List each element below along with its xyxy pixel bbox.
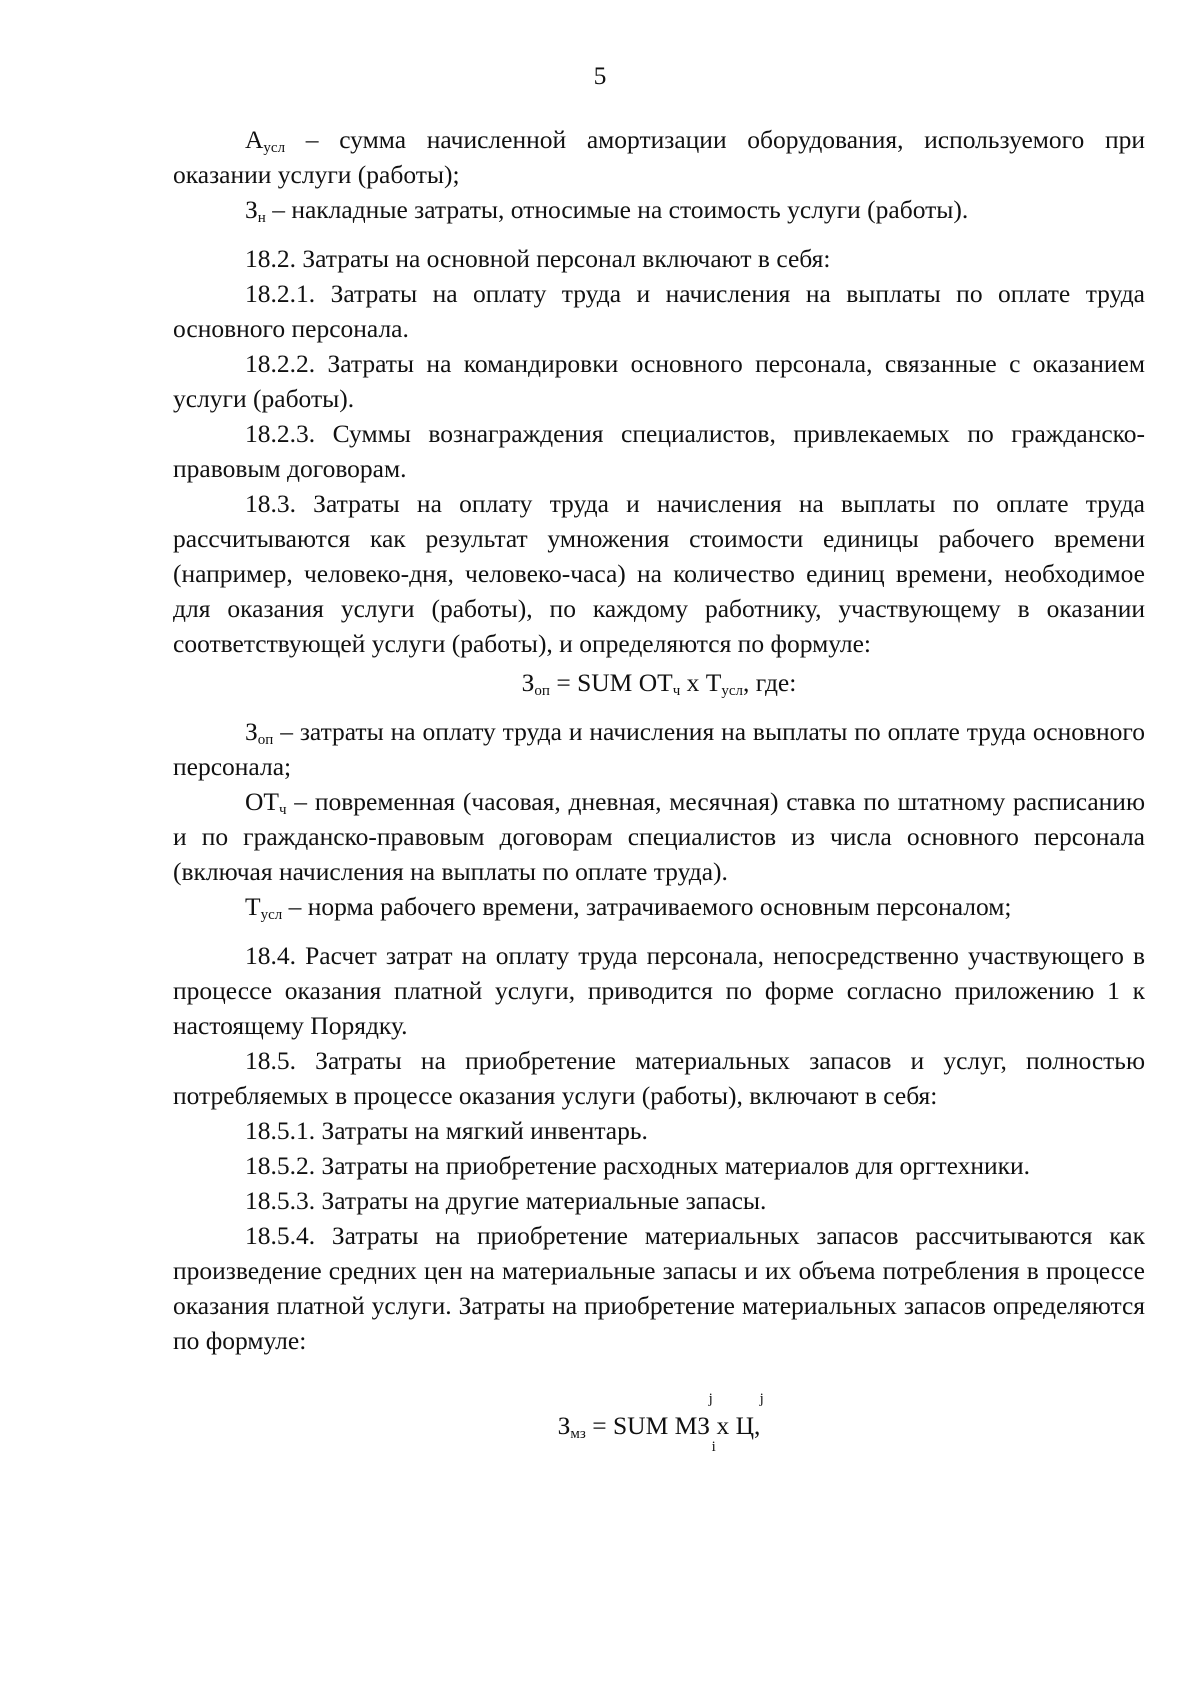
paragraph-18-5-3: 18.5.3. Затраты на другие материальные запасы. (245, 1186, 767, 1215)
formula-index-i: i (711, 1439, 716, 1455)
document-body (173, 122, 1145, 1456)
paragraph-18-2-1: 18.2.1. Затраты на оплату труда и начисления на выплаты по оплате труда основного персонала. (173, 279, 1145, 343)
paragraph-18-4: 18.4. Расчет затрат на оплату труда персонала, непосредственно участвующего в процессе оказания платной услуги, приводится по форме согласно приложению 1 к настоящему Порядку. (173, 941, 1145, 1040)
definition-z-op: $З_{оп}$ – затраты на оплату труда и начисления на выплаты по оплате труда основного персонала; (173, 717, 1145, 781)
page-number: 5 (593, 61, 607, 90)
formula-index-j-mz: j (708, 1391, 713, 1407)
paragraph-18-5-2: 18.5.2. Затраты на приобретение расходных материалов для оргтехники. (245, 1151, 1031, 1180)
formula-index-j-c: j (759, 1391, 764, 1407)
paragraph-18-2-3: 18.2.3. Суммы вознаграждения специалистов, привлекаемых по гражданско-правовым договорам. (173, 419, 1145, 483)
paragraph-18-5-4: 18.5.4. Затраты на приобретение материальных запасов рассчитываются как произведение средних цен на материальные запасы и их объема потребления в процессе оказания платной услуги. Затраты на приобретение материальных запасов определяются по формуле: (173, 1221, 1145, 1355)
paragraph-18-5: 18.5. Затраты на приобретение материальных запасов и услуг, полностью потребляемых в процессе оказания услуги (работы), включают в себя: (173, 1046, 1145, 1110)
paragraph-18-2-2: 18.2.2. Затраты на командировки основного персонала, связанные с оказанием услуги (работы). (173, 349, 1145, 413)
definition-t-usl: $Т_{усл}$ – норма рабочего времени, затрачиваемого основным персоналом; (245, 892, 1012, 923)
definition-ot-ch: $ОТ_ч$ – повременная (часовая, дневная, месячная) ставка по штатному расписанию и по гражданско-правовым договорам специалистов из числа основного персонала (включая начисления на выплаты по оплате труда). (173, 787, 1145, 886)
paragraph-18-2: 18.2. Затраты на основной персонал включают в себя: (245, 244, 831, 273)
paragraph-18-5-1: 18.5.1. Затраты на мягкий инвентарь. (245, 1116, 648, 1145)
paragraph-18-3: 18.3. Затраты на оплату труда и начисления на выплаты по оплате труда рассчитываются как результат умножения стоимости единицы рабочего времени (например, человеко-дня, человеко-часа) на количество единиц времени, необходимое для оказания услуги (работы), по каждому работнику, участвующему в оказании соответствующей услуги (работы), и определяются по формуле: (173, 489, 1145, 658)
formula-z-mz: $З_{мз}$ = SUM МЗ x Ц, j j i (557, 1391, 764, 1455)
paragraph-a-usl: $А_{усл}$ – сумма начисленной амортизации оборудования, используемого при оказании услуги (работы); (173, 125, 1145, 189)
formula-z-op: $З_{оп}$ = SUM $ОТ_ч$ x $Т_{усл}$, где: (521, 668, 797, 699)
paragraph-z-n: $З_н$ – накладные затраты, относимые на стоимость услуги (работы). (245, 195, 969, 226)
